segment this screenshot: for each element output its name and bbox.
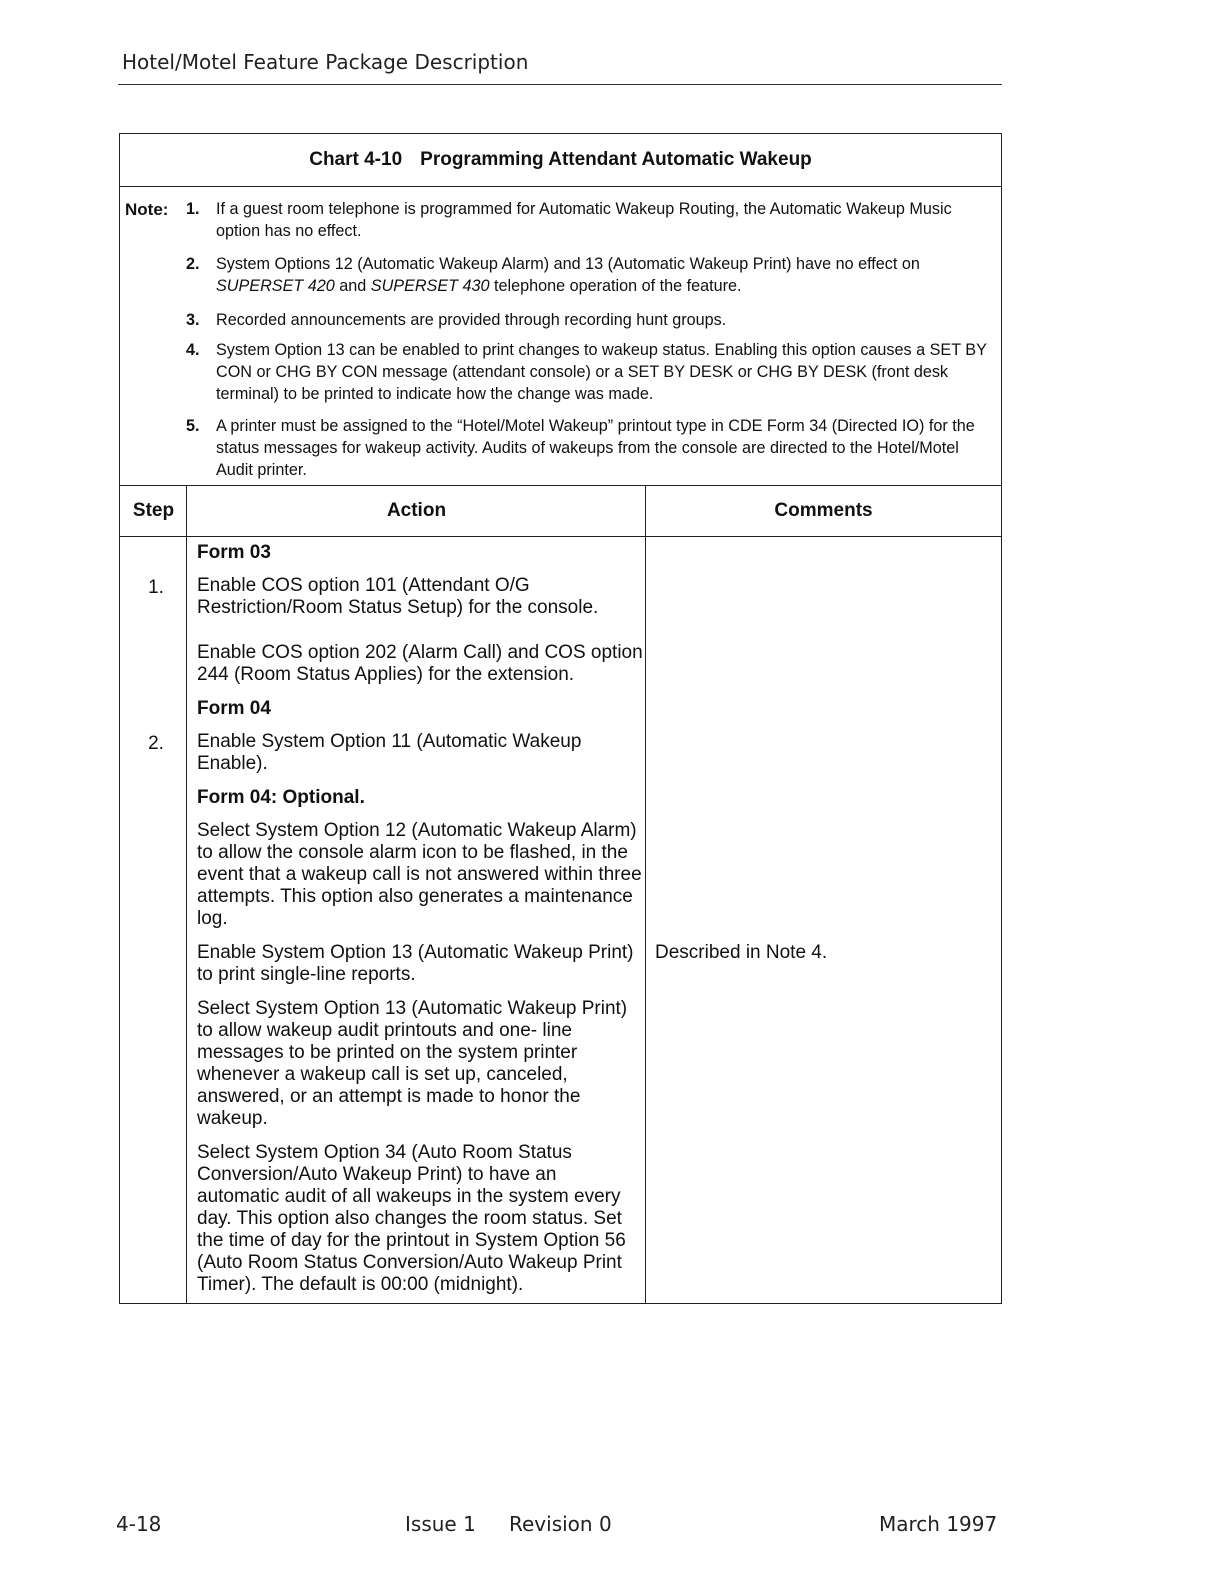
note-item — [186, 198, 996, 242]
step-number: 2. — [148, 733, 164, 754]
action-text: Select System Option 13 (Automatic Wakeup Print) to allow wakeup audit printouts and one- line messages to be printed on the system printer whenever a wakeup call is set up, canceled, answered, or an attempt is made to honor the wakeup. — [197, 998, 628, 1129]
note-text-italic: SUPERSET 430 — [370, 277, 490, 295]
note-label: Note: — [125, 200, 169, 219]
footer-page-number: 4-18 — [116, 1512, 162, 1536]
note-text: System Option 13 can be enabled to print changes to wakeup status. Enabling this option causes a SET BY CON or CHG BY CON message (attendant console) or a SET BY DESK or CHG BY DESK (front desk terminal) to be printed to indicate how the change was made. — [216, 341, 987, 403]
action-text: Select System Option 12 (Automatic Wakeup Alarm) to allow the console alarm icon to be flashed, in the event that a wakeup call is not answered within three attempts. This option also generates a maintenance log. — [197, 820, 642, 929]
column-divider — [645, 485, 646, 1303]
chart-table — [119, 133, 1002, 1304]
note-item — [186, 253, 996, 297]
column-header-step: Step — [132, 500, 175, 521]
note-number: 1. — [186, 200, 200, 218]
note-text-part: System Options 12 (Automatic Wakeup Alarm) and 13 (Automatic Wakeup Print) have no effect on — [216, 255, 920, 273]
form-heading: Form 04: Optional. — [197, 787, 365, 808]
page-header-title: Hotel/Motel Feature Package Description — [122, 50, 529, 74]
action-text: Select System Option 34 (Auto Room Status Conversion/Auto Wakeup Print) to have an automatic audit of all wakeups in the system every day. This option also changes the room status. Set the time of day for the printout in System Option 56 (Auto Room Status Conversion/Auto Wakeup Print Timer). The default is 00:00 (midnight). — [197, 1142, 626, 1295]
column-header-action: Action — [386, 500, 447, 521]
note-text: Recorded announcements are provided through recording hunt groups. — [216, 311, 727, 329]
note-text-part: and — [334, 277, 371, 295]
note-text-part: telephone operation of the feature. — [489, 277, 742, 295]
step-number: 1. — [148, 577, 164, 598]
note-number: 2. — [186, 255, 200, 273]
chart-title — [120, 134, 1001, 187]
footer-revision: Revision 0 — [509, 1512, 612, 1536]
header-rule — [118, 84, 1002, 85]
column-divider — [186, 485, 187, 1303]
form-heading: Form 03 — [197, 542, 271, 563]
chart-title-text: Programming Attendant Automatic Wakeup — [420, 149, 812, 170]
notes-section — [120, 187, 1001, 487]
footer-date: March 1997 — [879, 1512, 998, 1536]
note-item — [186, 309, 996, 331]
action-text: Enable System Option 11 (Automatic Wakeup Enable). — [197, 731, 582, 774]
chart-number: Chart 4-10 — [309, 149, 403, 170]
note-number: 3. — [186, 311, 200, 329]
note-text — [216, 253, 996, 297]
column-header-comments: Comments — [774, 500, 873, 521]
note-item — [186, 415, 996, 481]
note-number: 4. — [186, 341, 200, 359]
note-text-italic: SUPERSET 420 — [216, 277, 335, 295]
form-heading: Form 04 — [197, 698, 271, 719]
table-header-row — [120, 485, 1001, 537]
note-text: A printer must be assigned to the “Hotel/Motel Wakeup” printout type in CDE Form 34 (Directed IO) for the status messages for wakeup activity. Audits of wakeups from the console are directed to the Hotel/Motel Audit printer. — [216, 417, 975, 479]
action-text: Enable System Option 13 (Automatic Wakeup Print) to print single-line reports. — [197, 942, 634, 985]
note-item — [186, 339, 996, 405]
action-text: Enable COS option 101 (Attendant O/G Restriction/Room Status Setup) for the console. — [197, 575, 599, 618]
action-text: Enable COS option 202 (Alarm Call) and COS option 244 (Room Status Applies) for the extension. — [197, 642, 643, 685]
comment-text: Described in Note 4. — [655, 942, 828, 963]
note-text: If a guest room telephone is programmed for Automatic Wakeup Routing, the Automatic Wakeup Music option has no effect. — [216, 200, 952, 240]
footer-issue: Issue 1 — [405, 1512, 476, 1536]
note-number: 5. — [186, 417, 200, 435]
